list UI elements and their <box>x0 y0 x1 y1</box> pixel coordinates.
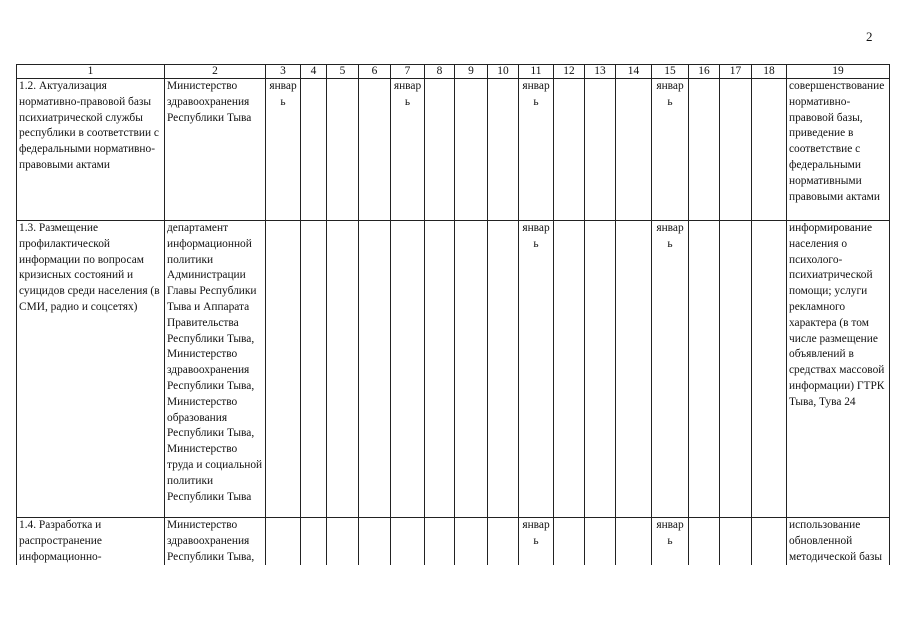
month-cell: январь <box>652 221 689 518</box>
header-row <box>17 65 890 79</box>
column-header: 8 <box>425 65 455 79</box>
table-row <box>17 221 890 518</box>
activity-cell: 1.3. Размещение профилактической информации по вопросам кризисных состояний и суицидов среди населения (в СМИ, радио и соцсетях) <box>17 221 165 518</box>
column-header: 6 <box>359 65 391 79</box>
column-header: 14 <box>616 65 652 79</box>
month-cell: январь <box>266 79 301 221</box>
column-header: 19 <box>787 65 890 79</box>
responsible-cell: департамент информационной политики Администрации Главы Республики Тыва и Аппарата Правительства Республики Тыва, Министерство здравоохранения Республики Тыва, Министерство образования Республики Тыва, Министерство труда и социальной политики Республики Тыва <box>165 221 266 518</box>
responsible-cell: Министерство здравоохранения Республики Тыва, <box>165 518 266 598</box>
column-header: 15 <box>652 65 689 79</box>
column-header: 2 <box>165 65 266 79</box>
result-cell: информирование населения о психолого-психиатрической помощи; услуги рекламного характера (в том числе размещение объявлений в средствах массовой информации) ГТРК Тыва, Тува 24 <box>787 221 890 518</box>
month-cell: январь <box>519 518 554 598</box>
column-header: 1 <box>17 65 165 79</box>
result-cell: совершенствование нормативно-правовой базы, приведение в соответствие с федеральными нормативными правовыми актами <box>787 79 890 221</box>
month-cell: январь <box>652 518 689 598</box>
month-cell: январь <box>519 79 554 221</box>
column-header: 18 <box>752 65 787 79</box>
page-number: 2 <box>866 29 873 44</box>
column-header: 5 <box>327 65 359 79</box>
column-header: 11 <box>519 65 554 79</box>
activity-cell: 1.4. Разработка и распространение информационно- <box>17 518 165 598</box>
column-header: 7 <box>391 65 425 79</box>
responsible-cell: Министерство здравоохранения Республики Тыва <box>165 79 266 221</box>
column-header: 9 <box>455 65 488 79</box>
plan-table <box>16 64 890 598</box>
column-header: 3 <box>266 65 301 79</box>
activity-cell: 1.2. Актуализация нормативно-правовой базы психиатрической службы республики в соответствии с федеральными нормативно-правовыми актами <box>17 79 165 221</box>
column-header: 16 <box>689 65 720 79</box>
month-cell: январь <box>652 79 689 221</box>
table-row <box>17 79 890 221</box>
month-cell: январь <box>519 221 554 518</box>
column-header: 12 <box>554 65 585 79</box>
month-cell: январь <box>391 79 425 221</box>
result-cell: использование обновленной методической базы <box>787 518 890 598</box>
page-blank-area <box>0 565 905 640</box>
column-header: 10 <box>488 65 519 79</box>
column-header: 4 <box>301 65 327 79</box>
column-header: 13 <box>585 65 616 79</box>
column-header: 17 <box>720 65 752 79</box>
